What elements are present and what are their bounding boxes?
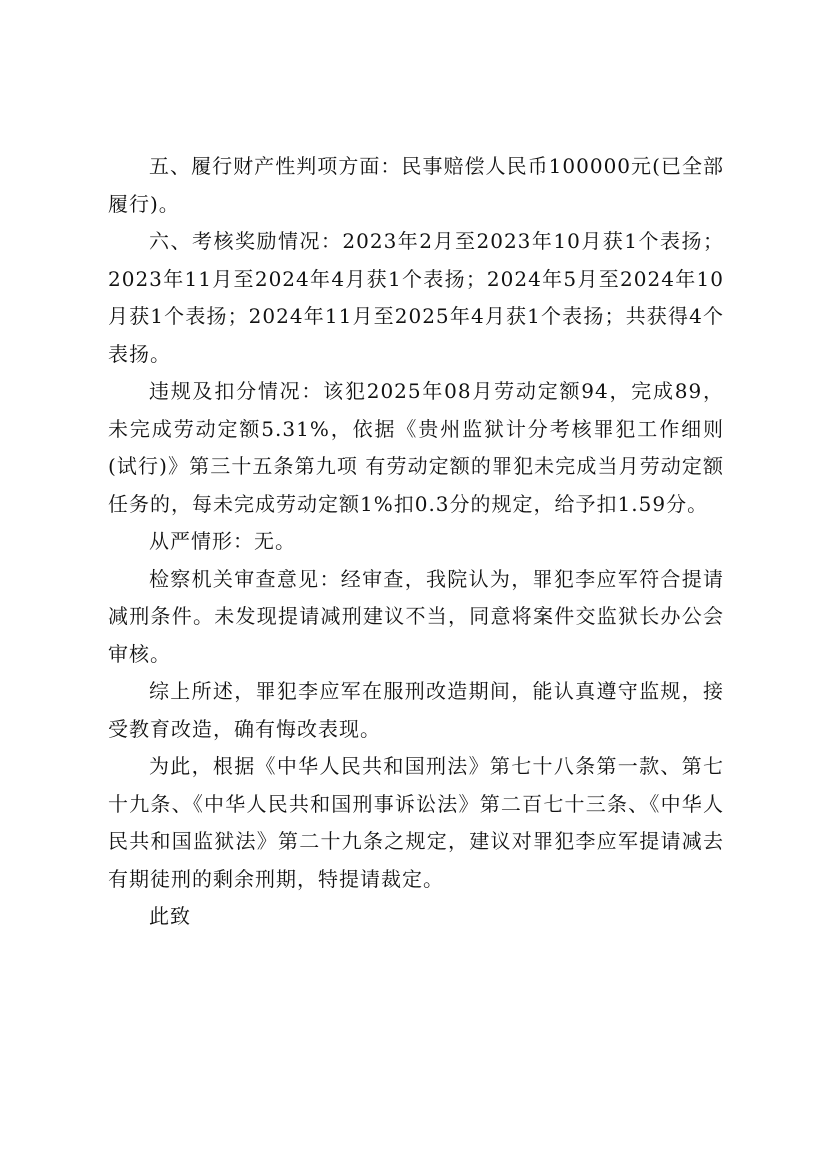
paragraph-legal-basis: 为此，根据《中华人民共和国刑法》第七十八条第一款、第七十九条、《中华人民共和国刑事诉讼法》第二百七十三条、《中华人民共和国监狱法》第二十九条之规定，建议对罪犯李应军提请减去有期徒刑的剩余刑期，特提请裁定。 (108, 754, 724, 891)
paragraph-procuratorate-opinion: 检察机关审查意见：经审查，我院认为，罪犯李应军符合提请减刑条件。未发现提请减刑建议不当，同意将案件交监狱长办公会审核。 (108, 566, 724, 666)
paragraph-summary: 综上所述，罪犯李应军在服刑改造期间，能认真遵守监规，接受教育改造，确有悔改表现。 (108, 679, 724, 741)
paragraph-assessment-rewards: 六、考核奖励情况：2023年2月至2023年10月获1个表扬；2023年11月至2024年4月获1个表扬；2024年5月至2024年10月获1个表扬；2024年11月至2025年4月获1个表扬；共获得4个表扬。 (108, 229, 724, 366)
paragraph-property-judgment: 五、履行财产性判项方面：民事赔偿人民币100000元(已全部履行)。 (108, 154, 724, 216)
paragraph-strict-circumstances: 从严情形：无。 (149, 529, 296, 553)
paragraph-violations-deductions: 违规及扣分情况：该犯2025年08月劳动定额94，完成89，未完成劳动定额5.31%，依据《贵州监狱计分考核罪犯工作细则(试行)》第三十五条第九项 有劳动定额的罪犯未完成当月劳动定额任务的，每未完成劳动定额1%扣0.3分的规定，给予扣1.59分。 (108, 379, 724, 516)
paragraph-closing: 此致 (149, 904, 191, 928)
document-body (108, 148, 724, 936)
